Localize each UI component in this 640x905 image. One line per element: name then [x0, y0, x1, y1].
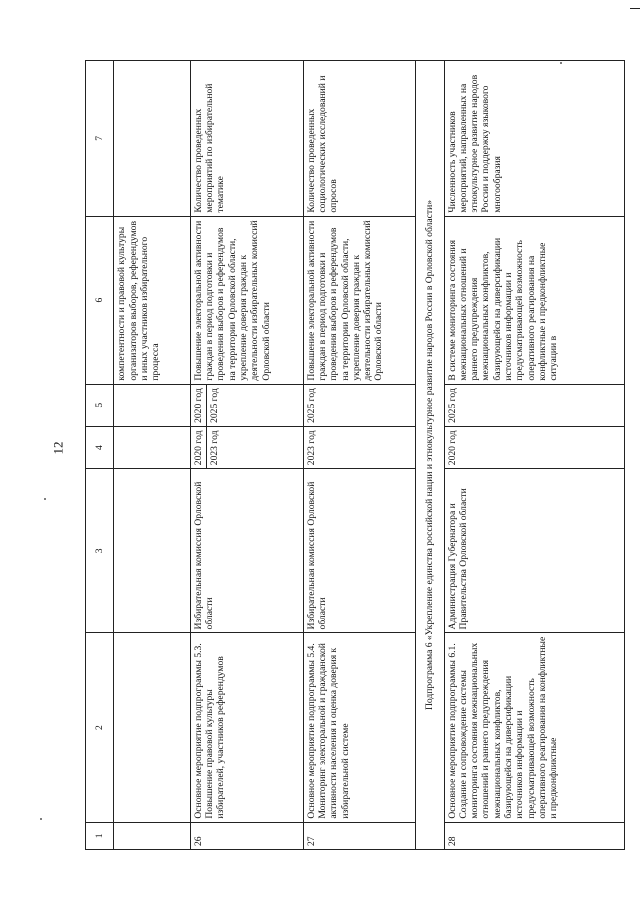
cell-num: 26: [190, 822, 303, 849]
cell-result: Повышение электоральной активности граждан в период подготовки и проведения выборов и референдумов на территории Орловской области, укрепление доверия граждан к деятельности избирательных комиссий Орловской области: [190, 216, 303, 384]
cell-indicator: Количество проведенных мероприятий по избирательной тематике: [190, 61, 303, 217]
cell-executor: [114, 469, 191, 633]
table-row-continued: [114, 61, 191, 850]
header-col-3: 3: [86, 469, 114, 633]
cell-event: Основное мероприятие подпрограммы 5.4. Мониторинг электоральной и гражданской активности населения и оценка доверия к избирательной системе: [303, 633, 416, 822]
edge-mark: [630, 8, 640, 9]
cell-end: 2025 год: [303, 384, 416, 426]
cell-start-b: 2023 год: [206, 427, 222, 468]
cell-indicator: Количество проведенных социологических исследований и опросов: [303, 61, 416, 217]
scan-speck: [40, 818, 42, 820]
cell-end: [190, 384, 303, 426]
cell-start: [114, 426, 191, 468]
scan-speck: [44, 498, 46, 500]
cell-event: [114, 633, 191, 822]
cell-num: 28: [444, 822, 624, 849]
cell-start: 2020 год: [444, 426, 624, 468]
rotated-table-container: [85, 60, 625, 850]
cell-end-b: 2025 год: [206, 385, 222, 426]
cell-indicator: Численность участников мероприятий, направленных на этнокультурное развитие народов России и поддержку языкового многообразия: [444, 61, 624, 217]
header-col-7: 7: [86, 61, 114, 217]
page-number: 12: [50, 441, 66, 455]
cell-event: Основное мероприятие подпрограммы 6.1. Создание и сопровождение системы мониторинга состояния межнациональных отношений и раннего предупреждения межнациональных конфликтов, базирующейся на диверсификации источников информации и предусматривающей возможность оперативного реагирования на конфликтные и предконфликтные: [444, 633, 624, 822]
table-row-28: [444, 61, 624, 850]
cell-indicator: [114, 61, 191, 217]
subprogram-title-row: [416, 61, 444, 850]
cell-start: [190, 426, 303, 468]
cell-executor: Администрация Губернатора и Правительства Орловской области: [444, 469, 624, 633]
cell-num: [114, 822, 191, 849]
subprogram-title: Подпрограмма 6 «Укрепление единства российской нации и этнокультурное развитие народов России в Орловской области»: [416, 61, 444, 850]
header-col-6: 6: [86, 216, 114, 384]
cell-start: 2023 год: [303, 426, 416, 468]
header-col-5: 5: [86, 384, 114, 426]
table-rotation-frame: [85, 60, 625, 850]
cell-event: Основное мероприятие подпрограммы 5.3. Повышение правовой культуры избирателей, участников референдумов: [190, 633, 303, 822]
header-col-1: 1: [86, 822, 114, 849]
cell-result: В системе мониторинга состояния межнациональных отношений и раннего предупреждения межнациональных конфликтов, базирующейся на диверсификации источников информации и предусматривающей возможность оперативного реагирования на конфликтные и предконфликтные ситуации в: [444, 216, 624, 384]
cell-end: 2025 год: [444, 384, 624, 426]
table-row-27: [303, 61, 416, 850]
header-col-4: 4: [86, 426, 114, 468]
cell-start-a: 2020 год: [192, 430, 204, 466]
cell-executor: Избирательная комиссия Орловской области: [303, 469, 416, 633]
cell-end-a: 2020 год: [192, 388, 204, 423]
cell-result: Повышение электоральной активности граждан в период подготовки и проведения выборов и референдумов на территории Орловской области, укрепление доверия граждан к деятельности избирательных комиссий Орловской области: [303, 216, 416, 384]
program-events-table: [85, 60, 625, 850]
cell-num: 27: [303, 822, 416, 849]
header-col-2: 2: [86, 633, 114, 822]
header-row: [86, 61, 114, 850]
table-row-26: [190, 61, 303, 850]
cell-result: компетентности и правовой культуры организаторов выборов, референдумов и иных участников избирательного процесса: [114, 216, 191, 384]
cell-executor: Избирательная комиссия Орловской области: [190, 469, 303, 633]
cell-end: [114, 384, 191, 426]
